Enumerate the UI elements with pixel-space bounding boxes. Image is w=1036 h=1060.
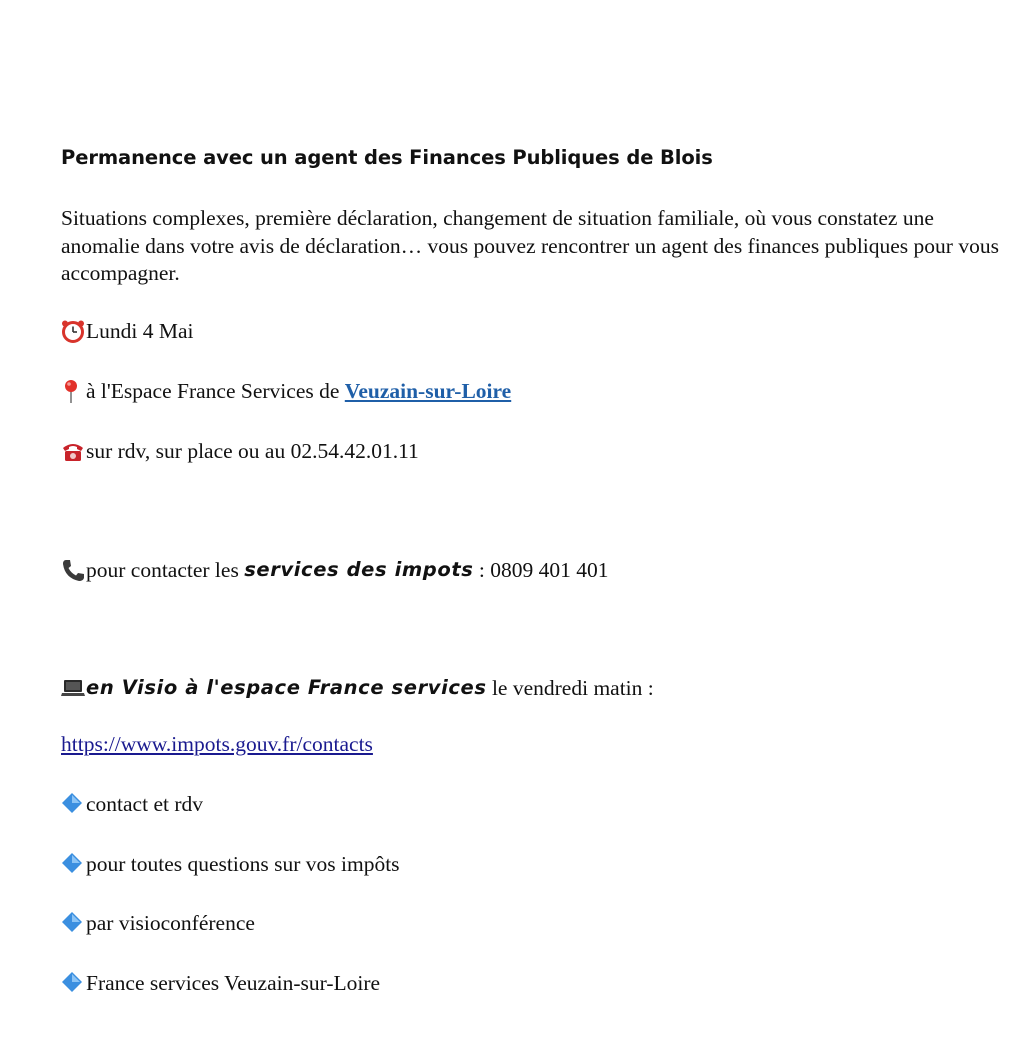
bullet-item (61, 908, 255, 938)
date-line (61, 316, 194, 346)
veuzain-link[interactable]: Veuzain-sur-Loire (344, 379, 512, 403)
bullet-text: pour toutes questions sur vos impôts (86, 852, 400, 876)
date-text: Lundi 4 Mai (86, 319, 194, 343)
bullet-item (61, 968, 380, 998)
contact-phone-number: : 0809 401 401 (473, 558, 609, 582)
document-page (61, 0, 1011, 1060)
visio-line (61, 673, 654, 703)
rdv-text: sur rdv, sur place ou au 02.54.42.01.11 (86, 439, 419, 463)
intro-paragraph: Situations complexes, première déclaration, changement de situation familiale, où vous constatez une anomalie dans votre avis de déclaration… vous pouvez rencontrer un agent des finances publiques pour vous accompagner. (61, 206, 999, 285)
alarm-clock-icon (61, 319, 86, 344)
location-prefix: à l'Espace France Services de (86, 379, 345, 403)
rdv-line (61, 436, 419, 466)
bullet-text: contact et rdv (86, 792, 204, 816)
location-line (61, 376, 511, 406)
services-impots-emphasis: services des impots (244, 558, 474, 581)
telephone-receiver-icon (61, 558, 86, 583)
blue-diamond-icon (61, 852, 86, 877)
contact-prefix: pour contacter les (86, 558, 245, 582)
laptop-icon (61, 676, 86, 701)
visio-suffix: le vendredi matin : (486, 676, 654, 700)
impots-contacts-link[interactable]: https://www.impots.gouv.fr/contacts (61, 732, 373, 756)
round-pushpin-icon (61, 379, 86, 404)
bullet-item (61, 789, 203, 819)
telephone-icon (61, 439, 86, 464)
page-title: Permanence avec un agent des Finances Publiques de Blois (61, 146, 713, 169)
bullet-text: par visioconférence (86, 911, 255, 935)
visio-emphasis: en Visio à l'espace France services (86, 676, 487, 699)
bullet-item (61, 849, 400, 879)
contact-line (61, 555, 608, 585)
bullet-text: France services Veuzain-sur-Loire (86, 971, 381, 995)
blue-diamond-icon (61, 911, 86, 936)
blue-diamond-icon (61, 792, 86, 817)
url-line (61, 729, 373, 759)
blue-diamond-icon (61, 971, 86, 996)
